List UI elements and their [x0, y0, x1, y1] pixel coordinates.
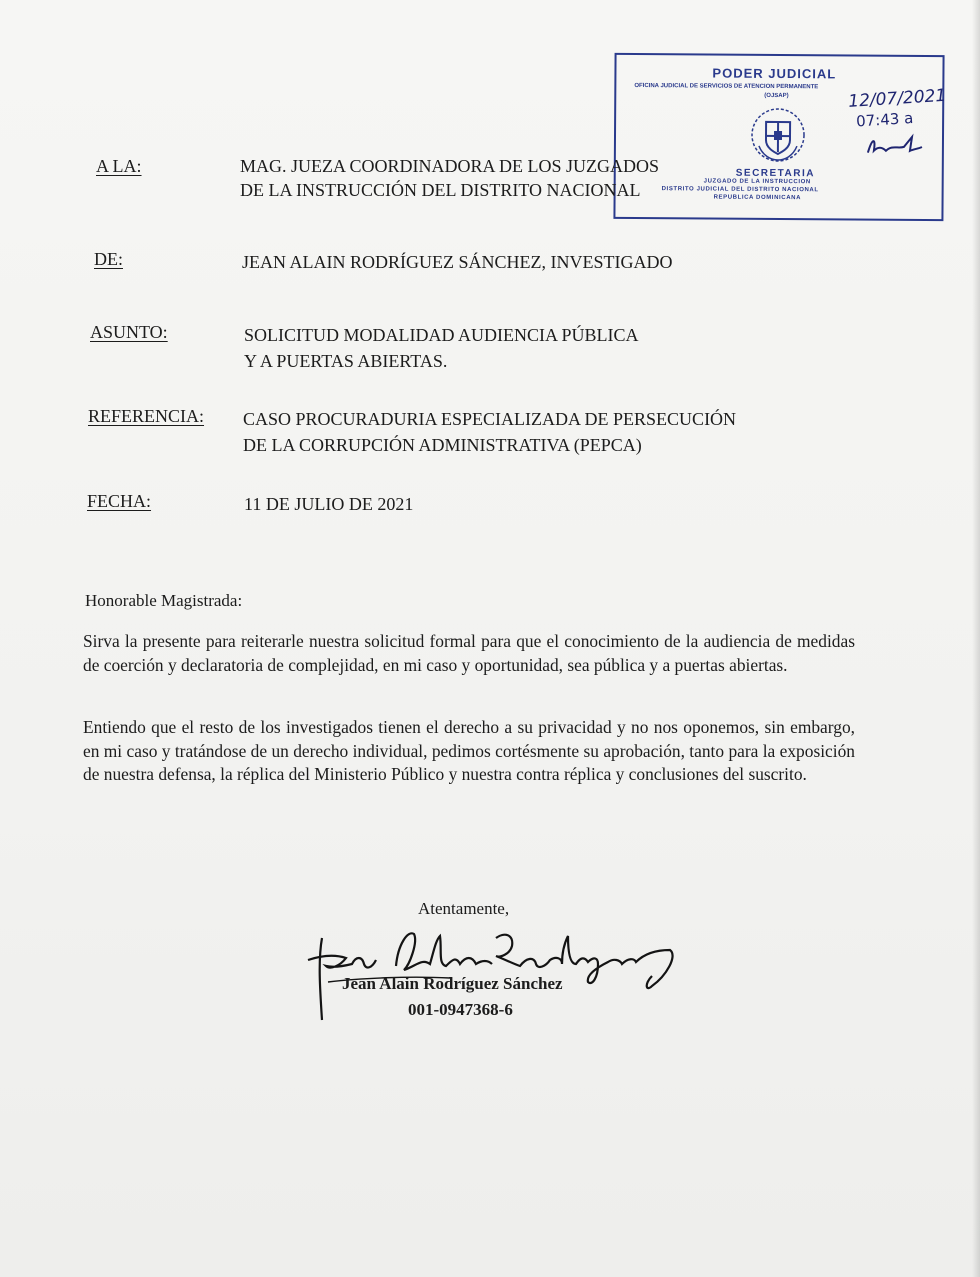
- date-label: FECHA:: [87, 491, 152, 511]
- coat-of-arms-icon: [749, 106, 807, 164]
- signatory-name: Jean Alain Rodríguez Sánchez: [342, 974, 563, 993]
- salutation: Honorable Magistrada:: [85, 591, 243, 610]
- page-edge-shadow: [972, 0, 980, 1277]
- subject-line-2: Y A PUERTAS ABIERTAS.: [244, 351, 448, 371]
- to-line-1: MAG. JUEZA COORDINADORA DE LOS JUZGADOS: [240, 156, 660, 176]
- stamp-initials-scribble: [864, 133, 924, 159]
- stamp-office-abbr: (OJSAP): [764, 92, 789, 100]
- reference-label: REFERENCIA:: [88, 406, 205, 426]
- stamp-header: PODER JUDICIAL: [712, 65, 837, 82]
- signatory-id-number: 001-0947368-6: [408, 1000, 513, 1019]
- stamp-line-3: REPUBLICA DOMINICANA: [713, 194, 802, 202]
- reference-line-2: DE LA CORRUPCIÓN ADMINISTRATIVA (PEPCA): [243, 435, 642, 455]
- body-paragraph-1: Sirva la presente para reiterarle nuestra solicitud formal para que el conocimiento de la audiencia de medidas de coerción y declaratoria de complejidad, en mi caso y oportunidad, sea pública y a puertas abiertas.: [83, 631, 855, 675]
- stamp-line-1: JUZGADO DE LA INSTRUCCION: [703, 178, 811, 186]
- from-label: DE:: [94, 249, 123, 269]
- court-reception-stamp: [613, 53, 947, 221]
- reference-line-1: CASO PROCURADURIA ESPECIALIZADA DE PERSECUCIÓN: [243, 409, 737, 429]
- stamp-time: 07:43 a: [855, 108, 914, 131]
- body-paragraph-2: Entiendo que el resto de los investigados tienen el derecho a su privacidad y no nos oponemos, sin embargo, en mi caso y tratándose de un derecho individual, pedimos cortésmente su aprobación, tanto para la exposición de nuestra defensa, la réplica del Ministerio Público y nuestra contra réplica y conclusiones del suscrito.: [83, 717, 855, 784]
- valediction: Atentamente,: [418, 899, 510, 918]
- to-line-2: DE LA INSTRUCCIÓN DEL DISTRITO NACIONAL: [240, 180, 641, 200]
- subject-line-1: SOLICITUD MODALIDAD AUDIENCIA PÚBLICA: [244, 325, 639, 345]
- from-value: JEAN ALAIN RODRÍGUEZ SÁNCHEZ, INVESTIGADO: [242, 252, 673, 272]
- subject-label: ASUNTO:: [90, 322, 168, 342]
- stamp-secretaria: SECRETARIA: [735, 167, 816, 180]
- stamp-office: OFICINA JUDICIAL DE SERVICIOS DE ATENCION PERMANENTE: [634, 82, 819, 91]
- date-value: 11 DE JULIO DE 2021: [244, 494, 414, 514]
- stamp-date: 12/07/2021: [847, 85, 947, 112]
- stamp-line-2: DISTRITO JUDICIAL DEL DISTRITO NACIONAL: [661, 186, 819, 194]
- to-label: A LA:: [96, 156, 142, 176]
